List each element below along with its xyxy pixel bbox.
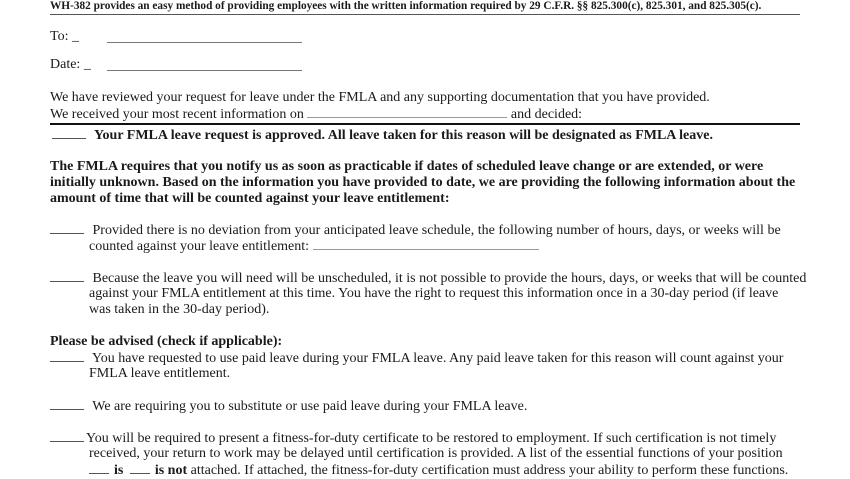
substitute-paid-leave-text: We are requiring you to substitute or use paid leave during your FMLA leave. xyxy=(92,399,528,414)
fitness-for-duty-line-3 xyxy=(50,462,788,479)
section-divider xyxy=(50,123,800,125)
option-scheduled-checkbox[interactable] xyxy=(50,222,84,234)
intro-line-2-prefix: We received your most recent information on xyxy=(50,107,304,122)
intro-line-1: We have reviewed your request for leave under the FMLA and any supporting documentation that you have provided. xyxy=(50,90,710,105)
option-scheduled-line-2: counted against your leave entitlement: xyxy=(89,239,310,254)
option-unscheduled-row xyxy=(50,270,806,287)
approval-checkbox[interactable] xyxy=(52,127,86,139)
to-label: To: _ xyxy=(50,29,79,44)
leave-amount-input[interactable] xyxy=(313,238,539,250)
fitness-for-duty-line-1: You will be required to present a fitness-for-duty certificate to be restored to employment. If such certification is not timely xyxy=(86,431,777,446)
advised-substitute-row xyxy=(50,398,527,415)
paid-leave-requested-line-1: You have requested to use paid leave during your FMLA leave. Any paid leave taken for this reason will count against your xyxy=(91,351,784,366)
fitness-for-duty-line-3-suffix: attached. If attached, the fitness-for-duty certification must address your ability to perform these functions. xyxy=(190,463,789,478)
to-input[interactable] xyxy=(107,42,302,43)
option-scheduled-line-1: Provided there is no deviation from your anticipated leave schedule, the following number of hours, days, or weeks will be xyxy=(92,223,781,238)
intro-line-2-suffix: and decided: xyxy=(510,107,583,122)
notice-line-3: amount of time that will be counted against your leave entitlement: xyxy=(50,191,450,206)
notice-line-2: initially unknown. Based on the information you have provided to date, we are providing the following information about the xyxy=(50,175,796,190)
fitness-for-duty-checkbox[interactable] xyxy=(50,430,84,442)
date-field-row xyxy=(50,57,91,73)
intro-line-2 xyxy=(50,106,582,123)
list-is-attached-checkbox[interactable] xyxy=(89,462,109,474)
paid-leave-requested-line-2: FMLA leave entitlement. xyxy=(89,366,231,381)
paid-leave-requested-checkbox[interactable] xyxy=(50,350,84,362)
date-label: Date: _ xyxy=(50,57,91,72)
to-field-row xyxy=(50,29,79,45)
received-date-input[interactable] xyxy=(307,106,507,118)
notice-line-1: The FMLA requires that you notify us as soon as practicable if dates of scheduled leave change or are extended, or were xyxy=(50,159,764,174)
option-unscheduled-line-2: against your FMLA entitlement at this time. You have the right to request this information once in a 30-day period (if leave xyxy=(89,286,779,301)
list-is-not-attached-checkbox[interactable] xyxy=(130,462,150,474)
header-divider xyxy=(50,14,800,15)
option-unscheduled-line-3: was taken in the 30-day period). xyxy=(89,302,270,317)
is-not-label: is not xyxy=(154,463,188,478)
approval-row xyxy=(50,127,713,144)
advised-fitness-row xyxy=(50,430,776,447)
is-label: is xyxy=(114,463,124,478)
option-unscheduled-checkbox[interactable] xyxy=(50,270,84,282)
option-scheduled-row-2 xyxy=(50,238,539,255)
option-scheduled-row xyxy=(50,222,781,239)
fitness-for-duty-line-2: received, your return to work may be delayed until certification is provided. A list of the essential functions of your position xyxy=(89,446,783,461)
substitute-paid-leave-checkbox[interactable] xyxy=(50,398,84,410)
approval-text: Your FMLA leave request is approved. All leave taken for this reason will be designated as FMLA leave. xyxy=(93,128,713,143)
option-unscheduled-line-1: Because the leave you will need will be unscheduled, it is not possible to provide the hours, days, or weeks that will be counted xyxy=(92,271,807,286)
advised-heading: Please be advised (check if applicable): xyxy=(50,334,283,349)
date-input[interactable] xyxy=(107,70,302,71)
form-header-text: WH-382 provides an easy method of providing employees with the written information required by 29 C.F.R. §§ 825.300(c), 825.301, and 825.305(c). xyxy=(50,0,762,12)
advised-paid-leave-row xyxy=(50,350,783,367)
